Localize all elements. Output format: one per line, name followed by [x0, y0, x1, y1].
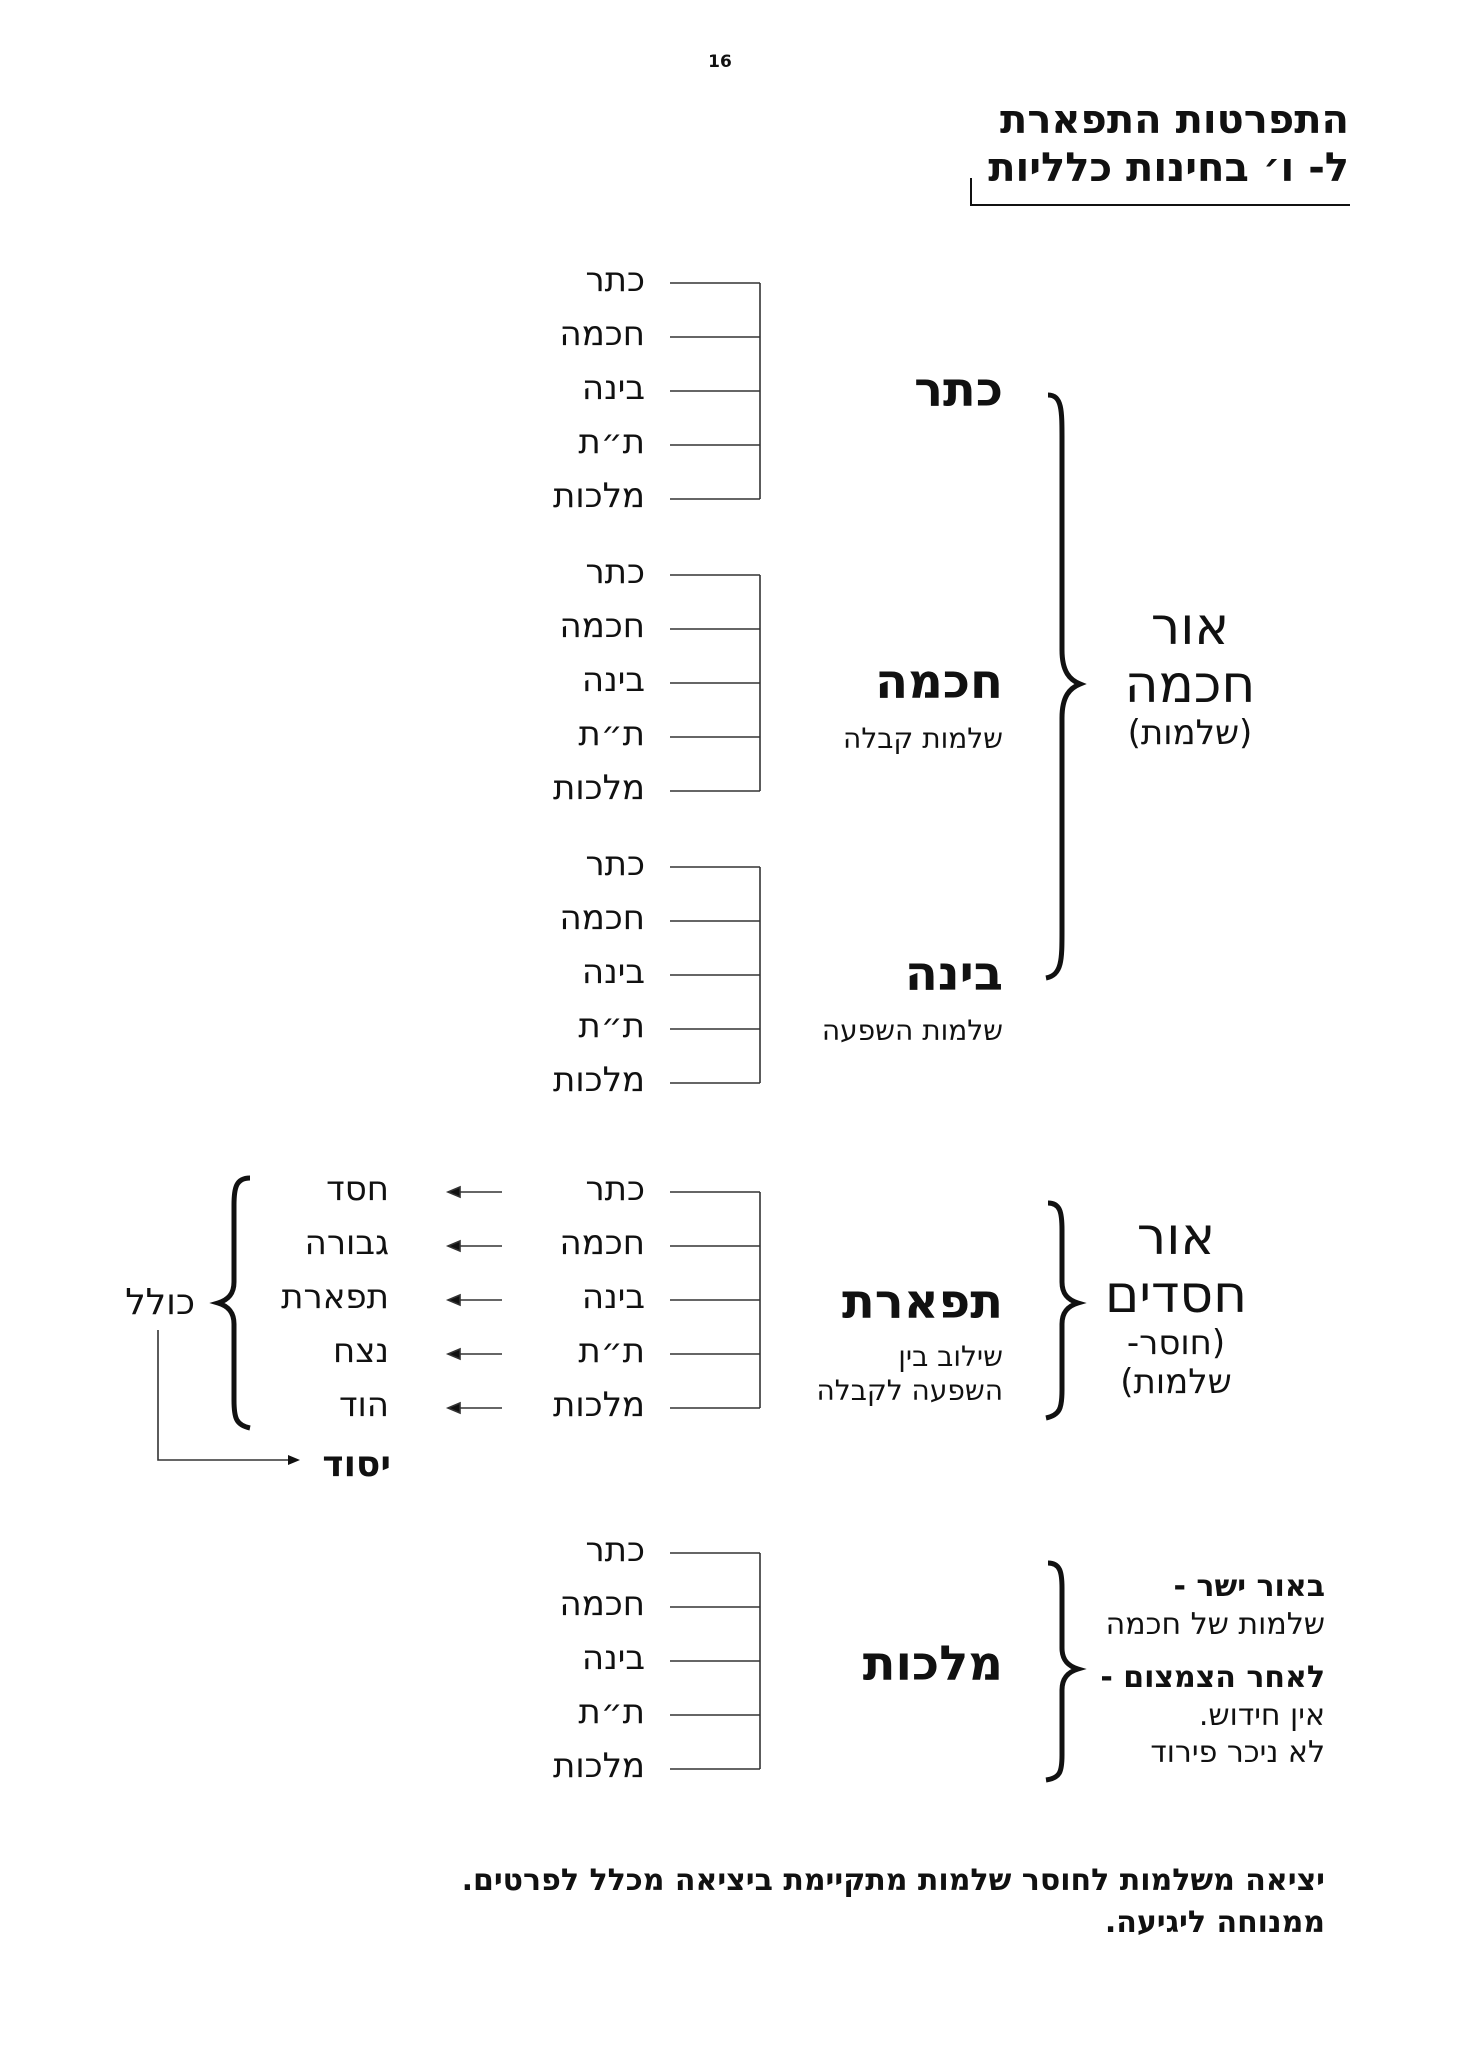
item-malchut-4: ת״ת	[578, 1692, 645, 1732]
item-malchut-3: בינה	[581, 1638, 645, 1678]
item-chochma-1: כתר	[585, 552, 645, 592]
mida-3: תפארת	[281, 1277, 389, 1317]
item-chochma-3: בינה	[581, 660, 645, 700]
or-chochma-label: אור חכמה (שלמות)	[1124, 597, 1256, 754]
group-chochma-name: חכמה	[875, 654, 1003, 710]
yesod-arrowhead	[288, 1455, 300, 1465]
mida-arrowhead-4	[448, 1349, 460, 1359]
page-subtitle: ל- ו׳ בחינות כלליות	[988, 145, 1349, 191]
item-keter-4: ת״ת	[578, 422, 645, 462]
item-bina-1: כתר	[585, 844, 645, 884]
group-tiferet-name: תפארת	[842, 1274, 1003, 1330]
page-title: התפרטות התפארת	[1000, 97, 1349, 143]
group-tiferet-subtitle-2: השפעה לקבלה	[816, 1374, 1003, 1407]
group-tiferet-subtitle-1: שילוב בין	[898, 1340, 1003, 1373]
kolel-label: כולל	[125, 1282, 195, 1323]
kolel-yesod-connector	[158, 1330, 290, 1460]
item-bina-5: מלכות	[552, 1060, 645, 1100]
group-chochma-subtitle: שלמות קבלה	[843, 722, 1003, 755]
item-bina-3: בינה	[581, 952, 645, 992]
mida-arrowhead-5	[448, 1403, 460, 1413]
brace-midot	[218, 1178, 250, 1428]
item-keter-2: חכמה	[559, 314, 645, 354]
yesod-label: יסוד	[322, 1444, 391, 1485]
brace-or-chasadim	[1046, 1203, 1078, 1418]
item-tiferet-3: בינה	[581, 1277, 645, 1317]
group-bina-name: בינה	[904, 946, 1003, 1002]
item-tiferet-5: מלכות	[552, 1385, 645, 1425]
or-chasadim-label: אור חסדים (חוסר- שלמות)	[1104, 1207, 1248, 1402]
brace-malchut	[1046, 1563, 1078, 1780]
item-bina-2: חכמה	[559, 898, 645, 938]
page-number: 16	[708, 52, 732, 72]
mida-4: נצח	[333, 1331, 389, 1371]
item-malchut-5: מלכות	[552, 1746, 645, 1786]
item-malchut-1: כתר	[585, 1530, 645, 1570]
mida-1: חסד	[326, 1169, 389, 1209]
mida-arrowhead-2	[448, 1241, 460, 1251]
group-bina-subtitle: שלמות השפעה	[821, 1014, 1003, 1047]
item-malchut-2: חכמה	[559, 1584, 645, 1624]
item-tiferet-1: כתר	[585, 1169, 645, 1209]
mida-2: גבורה	[304, 1223, 389, 1263]
item-keter-1: כתר	[585, 260, 645, 300]
mida-arrowhead-1	[448, 1187, 460, 1197]
item-tiferet-4: ת״ת	[578, 1331, 645, 1371]
mida-arrowhead-3	[448, 1295, 460, 1305]
item-keter-5: מלכות	[552, 476, 645, 516]
item-tiferet-2: חכמה	[559, 1223, 645, 1263]
mida-5: הוד	[338, 1385, 389, 1425]
item-keter-3: בינה	[581, 368, 645, 408]
item-chochma-4: ת״ת	[578, 714, 645, 754]
item-chochma-5: מלכות	[552, 768, 645, 808]
footer-text: יציאה משלמות לחוסר שלמות מתקיימת ביציאה מכלל לפרטים. ממנוחה ליגיעה.	[461, 1863, 1325, 1940]
group-malchut-name: מלכות	[862, 1636, 1003, 1692]
group-keter-name: כתר	[914, 362, 1003, 418]
item-bina-4: ת״ת	[578, 1006, 645, 1046]
brace-or-chochma	[1046, 395, 1080, 978]
malchut-note: באור ישר - שלמות של חכמה לאחר הצמצום - אין חידוש. לא ניכר פירוד	[1100, 1569, 1325, 1770]
item-chochma-2: חכמה	[559, 606, 645, 646]
